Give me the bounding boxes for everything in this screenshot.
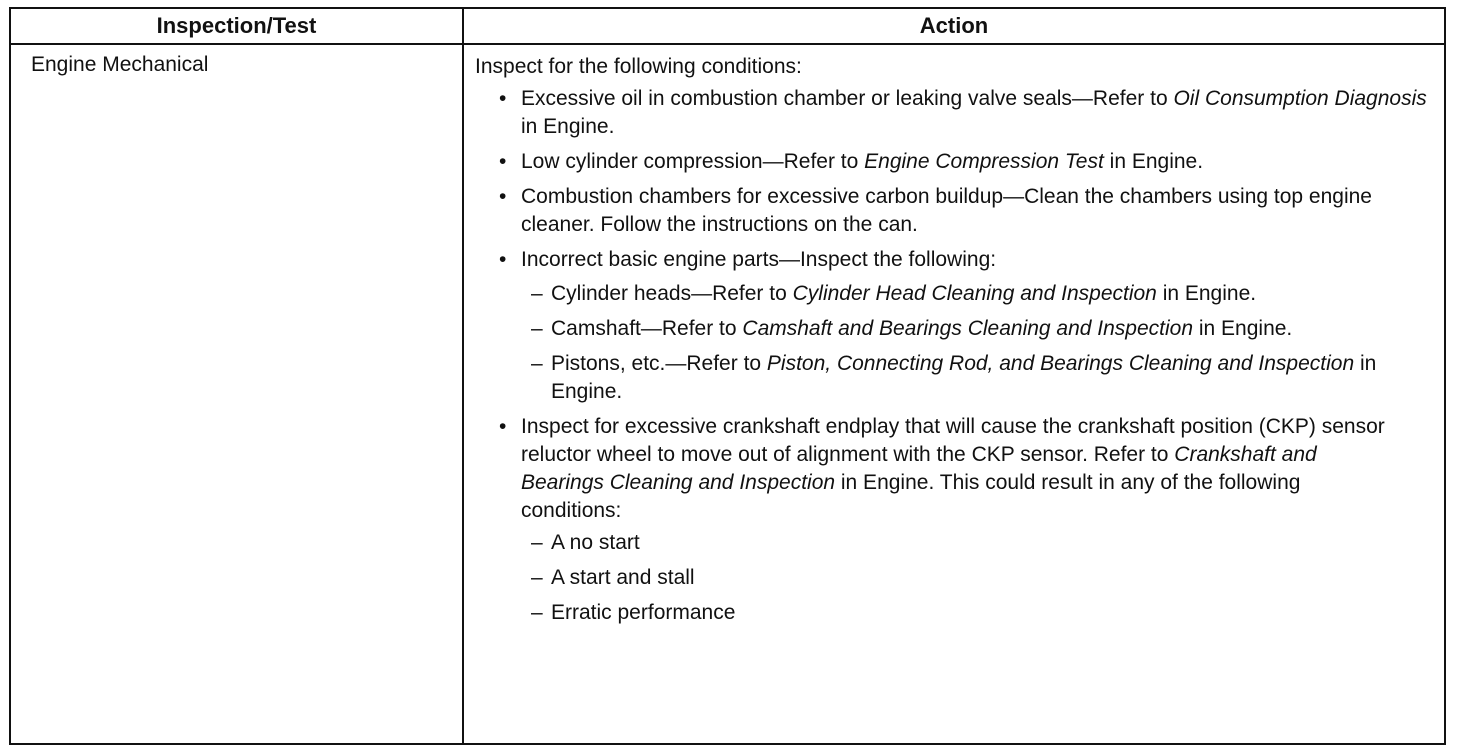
dash-icon: – (531, 282, 543, 305)
condition-text: Low cylinder compression—Refer to (521, 150, 865, 173)
reference-link: Crankshaft and Bearings Cleaning and Inspection (521, 443, 1317, 494)
action-intro: Inspect for the following conditions: (475, 55, 802, 78)
sub-tail: in Engine. (551, 352, 1377, 403)
header-inspection-test: Inspection/Test (156, 13, 317, 38)
endplay-sublist (521, 529, 1401, 627)
sub-item-cylinder-heads (531, 280, 1311, 308)
condition-text: Excessive oil in combustion chamber or leaking valve seals—Refer to (521, 87, 1174, 110)
table-header-row (11, 9, 1444, 45)
reference-link: Cylinder Head Cleaning and Inspection (792, 282, 1157, 305)
condition-tail: in Engine. (521, 115, 615, 138)
bullet-icon: • (499, 248, 507, 271)
reference-link: Engine Compression Test (864, 150, 1104, 173)
sub-text: A start and stall (551, 566, 695, 589)
column-divider (462, 9, 464, 743)
sub-text: Pistons, etc.—Refer to (551, 352, 767, 375)
condition-list (475, 85, 1435, 627)
condition-tail: in Engine. This could result in any of the following conditions: (521, 471, 1301, 522)
sub-item-pistons (531, 350, 1435, 406)
condition-item-carbon (499, 183, 1435, 239)
condition-item-endplay (499, 413, 1401, 627)
sub-item-camshaft (531, 315, 1351, 343)
sub-tail: in Engine. (1193, 317, 1293, 340)
bullet-icon: • (499, 415, 507, 438)
sub-item-erratic (531, 599, 1401, 627)
sub-item-start-stall (531, 564, 1401, 592)
sub-text: Camshaft—Refer to (551, 317, 743, 340)
reference-link: Oil Consumption Diagnosis (1173, 87, 1427, 110)
dash-icon: – (531, 317, 543, 340)
condition-text: Inspect for excessive crankshaft endplay that will cause the crankshaft position (CKP) sensor reluctor wheel to move out of alignment with the CKP sensor. Refer to (521, 415, 1385, 466)
sub-text: A no start (551, 531, 640, 554)
bullet-icon: • (499, 150, 507, 173)
sub-text: Cylinder heads—Refer to (551, 282, 793, 305)
bullet-icon: • (499, 185, 507, 208)
dash-icon: – (531, 531, 543, 554)
dash-icon: – (531, 352, 543, 375)
header-action: Action (919, 13, 989, 38)
sub-tail: in Engine. (1156, 282, 1257, 305)
condition-item-compression (499, 148, 1281, 176)
condition-text: Combustion chambers for excessive carbon buildup—Clean the chambers using top engine cleaner. Follow the instructions on the can. (521, 185, 1372, 236)
action-cell (475, 53, 1435, 634)
dash-icon: – (531, 601, 543, 624)
sub-text: Erratic performance (551, 601, 736, 624)
dash-icon: – (531, 566, 543, 589)
reference-link: Piston, Connecting Rod, and Bearings Cleaning and Inspection (766, 352, 1355, 375)
parts-sublist (521, 280, 1435, 406)
condition-item-oil (499, 85, 1435, 141)
reference-link: Camshaft and Bearings Cleaning and Inspection (742, 317, 1194, 340)
sub-item-no-start (531, 529, 1401, 557)
inspection-table (9, 7, 1446, 745)
condition-tail: in Engine. (1103, 150, 1204, 173)
bullet-icon: • (499, 87, 507, 110)
inspection-cell: Engine Mechanical (31, 53, 209, 76)
condition-item-parts (499, 246, 1435, 406)
condition-text: Incorrect basic engine parts—Inspect the following: (521, 248, 997, 271)
